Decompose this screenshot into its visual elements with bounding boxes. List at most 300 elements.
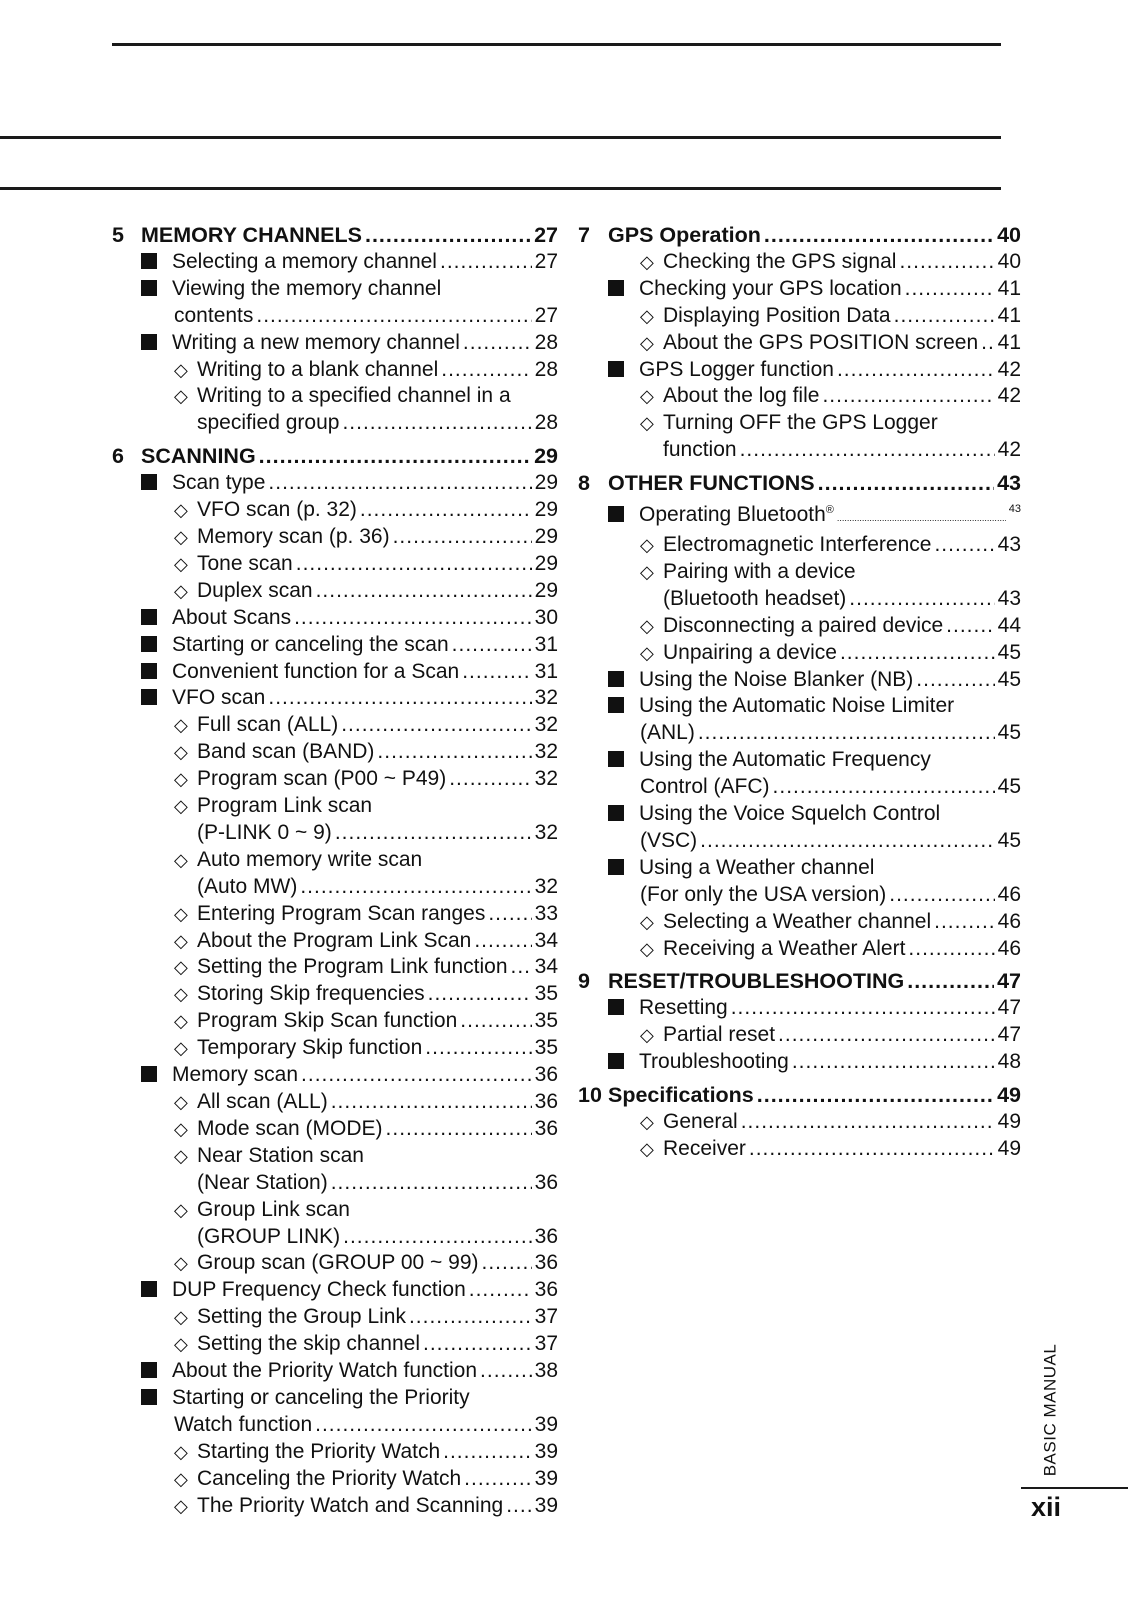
entry-title-text: Memory scan (p. 36) [197, 524, 390, 548]
entry-title-text: Full scan (ALL) [197, 713, 339, 737]
entry-title [197, 1224, 340, 1251]
page-ref: 28 [534, 330, 558, 354]
toc-left-column [112, 222, 558, 1520]
diamond-bullet-icon: ◇ [174, 796, 188, 817]
square-bullet-icon [608, 999, 624, 1015]
square-bullet-icon [608, 805, 624, 821]
page-ref: 43 [1008, 503, 1021, 516]
toc-entry [578, 410, 1021, 437]
entry-title [172, 659, 459, 686]
entry-title [197, 1035, 422, 1062]
entry-title-text: (ANL) [640, 721, 695, 745]
dot-leader [849, 586, 994, 613]
entry-title [197, 766, 446, 793]
dot-leader [981, 330, 995, 357]
entry-title-text: Setting the Program Link function [197, 955, 508, 979]
entry-title-text: Pairing with a device [663, 559, 856, 583]
entry-title [639, 497, 834, 529]
page-ref: 43 [997, 471, 1021, 496]
entry-title-text: Using a Weather channel [639, 855, 875, 879]
toc-entry [112, 793, 558, 820]
page-ref: 47 [997, 996, 1021, 1020]
diamond-bullet-icon: ◇ [174, 903, 188, 924]
entry-title-text: About the GPS POSITION screen [663, 330, 979, 354]
diamond-bullet-icon: ◇ [640, 642, 654, 663]
dot-leader [335, 820, 532, 847]
chapter-number: 8 [578, 471, 590, 496]
dot-leader [778, 1022, 995, 1049]
entry-title-text: Using the Noise Blanker (NB) [639, 667, 914, 691]
dot-leader [837, 357, 995, 384]
dot-leader [315, 1412, 532, 1439]
square-bullet-icon [141, 474, 157, 490]
diamond-bullet-icon: ◇ [174, 1118, 188, 1139]
entry-title-text: VFO scan (p. 32) [197, 498, 357, 522]
diamond-bullet-icon: ◇ [174, 1145, 188, 1166]
page-ref: 38 [534, 1359, 558, 1383]
page-ref: 42 [997, 357, 1021, 381]
chapter-number: 10 [578, 1083, 602, 1108]
entry-title [663, 1136, 746, 1163]
corner-rule [1021, 1487, 1128, 1489]
chapter-number: 9 [578, 969, 590, 994]
toc-chapter [112, 443, 558, 470]
toc-entry [112, 1439, 558, 1466]
toc-entry [112, 1143, 558, 1170]
entry-title [197, 1008, 457, 1035]
diamond-bullet-icon: ◇ [174, 930, 188, 951]
dot-leader [488, 901, 531, 928]
toc-entry [112, 1466, 558, 1493]
entry-title-text: About the Program Link Scan [197, 928, 472, 952]
diamond-bullet-icon: ◇ [174, 715, 188, 736]
entry-title [197, 1304, 406, 1331]
entry-title [640, 720, 695, 747]
toc-entry [112, 1170, 558, 1197]
entry-title [639, 747, 931, 774]
toc-entry [578, 909, 1021, 936]
page-ref: 43 [997, 532, 1021, 556]
square-bullet-icon [608, 697, 624, 713]
entry-title-text: Turning OFF the GPS Logger [663, 411, 938, 435]
dot-leader [377, 739, 531, 766]
entry-title [197, 1170, 328, 1197]
toc-entry [578, 383, 1021, 410]
registered-mark: ® [825, 504, 834, 517]
page-ref: 41 [997, 276, 1021, 300]
entry-title [172, 632, 449, 659]
entry-title [172, 1358, 477, 1385]
page-ref: 30 [534, 605, 558, 629]
entry-title-text: SCANNING [141, 444, 256, 469]
entry-title-text: Displaying Position Data [663, 303, 891, 327]
toc-entry [578, 559, 1021, 586]
entry-title-text: Auto memory write scan [197, 847, 423, 871]
toc-entry [112, 632, 558, 659]
diamond-bullet-icon: ◇ [174, 849, 188, 870]
square-bullet-icon [608, 751, 624, 767]
entry-title [663, 1022, 775, 1049]
toc-entry [578, 855, 1021, 882]
diamond-bullet-icon: ◇ [174, 1011, 188, 1032]
dot-leader [409, 1304, 532, 1331]
entry-title [172, 605, 291, 632]
diamond-bullet-icon: ◇ [174, 1092, 188, 1112]
page-ref: 32 [534, 874, 558, 898]
entry-title-text: Operating Bluetooth [639, 503, 826, 527]
page-ref: 47 [997, 1023, 1021, 1047]
entry-title [172, 1277, 466, 1304]
page-ref: 32 [534, 686, 558, 710]
dot-leader [463, 330, 532, 357]
dot-leader [506, 1493, 531, 1520]
entry-title [197, 874, 297, 901]
header-rule-upper [0, 136, 1001, 139]
page-ref: 39 [534, 1412, 558, 1436]
entry-title-text: contents [174, 303, 254, 327]
dot-leader [907, 968, 994, 995]
entry-title-text: Unpairing a device [663, 640, 837, 664]
diamond-bullet-icon: ◇ [174, 526, 188, 547]
toc-entry [578, 249, 1021, 276]
toc-chapter [578, 470, 1021, 497]
dot-leader [916, 667, 994, 694]
entry-title [197, 981, 425, 1008]
entry-title [174, 303, 253, 330]
entry-title-text: Setting the skip channel [197, 1332, 420, 1356]
toc-entry [112, 1116, 558, 1143]
page-ref: 33 [534, 901, 558, 925]
toc-entry [578, 532, 1021, 559]
entry-title-text: Watch function [174, 1412, 313, 1436]
page-ref: 36 [534, 1063, 558, 1087]
dot-leader [386, 1116, 532, 1143]
page-ref: 35 [534, 982, 558, 1006]
toc-entry [578, 801, 1021, 828]
entry-title [639, 276, 902, 303]
diamond-bullet-icon: ◇ [174, 1307, 188, 1328]
entry-title [197, 820, 332, 847]
toc-entry [578, 1049, 1021, 1076]
square-bullet-icon [608, 859, 624, 875]
page-ref: 36 [534, 1116, 558, 1140]
toc-entry [112, 1304, 558, 1331]
square-bullet-icon [141, 253, 157, 269]
dot-leader [749, 1136, 995, 1163]
page-ref: 49 [997, 1110, 1021, 1133]
dot-leader [511, 954, 532, 981]
dot-leader [700, 828, 994, 855]
dot-leader [316, 578, 532, 605]
entry-title [197, 1331, 420, 1358]
page-ref: 48 [997, 1050, 1021, 1074]
entry-title-text: GPS Logger function [639, 357, 834, 381]
diamond-bullet-icon: ◇ [174, 1199, 188, 1220]
dot-leader [425, 1035, 531, 1062]
entry-title [197, 1250, 479, 1277]
dot-leader [441, 357, 531, 384]
square-bullet-icon [141, 1389, 157, 1405]
page-ref: 42 [997, 438, 1021, 462]
entry-title [663, 613, 943, 640]
square-bullet-icon [141, 636, 157, 652]
entry-title-text: Program Skip Scan function [197, 1009, 458, 1033]
entry-title [663, 586, 846, 613]
entry-title [197, 1143, 364, 1170]
entry-title-text: Checking the GPS signal [663, 249, 897, 273]
page-ref: 32 [534, 740, 558, 764]
dot-leader [464, 1466, 531, 1493]
entry-title-text: Writing a new memory channel [172, 330, 460, 354]
page-ref: 42 [997, 384, 1021, 408]
page-ref: 34 [534, 928, 558, 952]
entry-title-text: OTHER FUNCTIONS [608, 471, 815, 496]
dot-leader [268, 470, 531, 497]
entry-title-text: Program scan (P00 ~ P49) [197, 767, 447, 791]
entry-title [663, 410, 938, 437]
entry-title [172, 470, 265, 497]
entry-title [197, 524, 390, 551]
entry-title [663, 437, 737, 464]
page-number: xii [1031, 1492, 1062, 1522]
dot-leader [331, 1089, 532, 1116]
entry-title [663, 303, 891, 330]
entry-title [197, 497, 357, 524]
page-ref: 43 [997, 586, 1021, 610]
page-ref: 45 [997, 775, 1021, 799]
diamond-bullet-icon: ◇ [640, 1112, 654, 1132]
dot-leader [462, 659, 531, 686]
diamond-bullet-icon: ◇ [640, 938, 654, 959]
entry-title-text: Mode scan (MODE) [197, 1116, 383, 1140]
entry-title-text: (VSC) [640, 828, 698, 852]
entry-title [174, 1412, 312, 1439]
dot-leader [449, 766, 531, 793]
toc-entry [578, 882, 1021, 909]
diamond-bullet-icon: ◇ [640, 305, 654, 326]
entry-title-text: VFO scan [172, 686, 266, 710]
entry-title-text: function [663, 438, 737, 462]
diamond-bullet-icon: ◇ [174, 1253, 188, 1274]
dot-leader [946, 613, 994, 640]
entry-title-text: (Auto MW) [197, 874, 298, 898]
chapter-number: 6 [112, 444, 124, 469]
dot-leader [393, 524, 532, 551]
toc-entry [112, 1358, 558, 1385]
entry-title-text: Canceling the Priority Watch [197, 1466, 462, 1490]
page-ref: 46 [997, 936, 1021, 960]
dot-leader [331, 1170, 532, 1197]
toc-chapter [112, 222, 558, 249]
entry-title [172, 1062, 298, 1089]
page-ref: 36 [534, 1090, 558, 1113]
square-bullet-icon [141, 609, 157, 625]
entry-title [197, 847, 422, 874]
entry-title-text: Troubleshooting [639, 1050, 789, 1074]
entry-title-text: RESET/TROUBLESHOOTING [608, 969, 905, 994]
diamond-bullet-icon: ◇ [174, 1468, 188, 1489]
dot-leader [343, 1224, 532, 1251]
page-ref: 39 [534, 1466, 558, 1490]
entry-title [639, 801, 940, 828]
diamond-bullet-icon: ◇ [640, 911, 654, 932]
toc-entry [578, 613, 1021, 640]
dot-leader [341, 712, 531, 739]
entry-title [639, 693, 954, 720]
chapter-number: 5 [112, 223, 124, 247]
diamond-bullet-icon: ◇ [174, 500, 188, 521]
page-ref: 39 [534, 1493, 558, 1517]
chapter-number: 7 [578, 223, 590, 247]
entry-title [197, 410, 339, 437]
entry-title [608, 222, 761, 249]
entry-title [197, 793, 372, 820]
page-ref: 27 [534, 303, 558, 327]
square-bullet-icon [608, 671, 624, 687]
toc-entry [112, 470, 558, 497]
entry-title-text: Starting or canceling the Priority [172, 1385, 470, 1409]
diamond-bullet-icon: ◇ [174, 580, 188, 601]
toc-entry [112, 497, 558, 524]
entry-title [172, 276, 441, 303]
toc-entry [578, 1136, 1021, 1163]
entry-title-text: (GROUP LINK) [197, 1224, 341, 1248]
page-ref: 31 [534, 659, 558, 683]
entry-title [172, 685, 265, 712]
entry-title [663, 909, 931, 936]
entry-title [172, 1385, 470, 1412]
square-bullet-icon [141, 1066, 157, 1082]
page-ref: 37 [534, 1305, 558, 1329]
entry-title [197, 1089, 328, 1116]
diamond-bullet-icon: ◇ [174, 1038, 188, 1059]
entry-title-text: Scan type [172, 471, 266, 495]
diamond-bullet-icon: ◇ [640, 386, 654, 407]
entry-title-text: Entering Program Scan ranges [197, 901, 486, 925]
entry-title-text: Group scan (GROUP 00 ~ 99) [197, 1251, 479, 1275]
page-ref: 32 [534, 820, 558, 844]
square-bullet-icon [141, 1362, 157, 1378]
entry-title-text: Using the Voice Squelch Control [639, 802, 941, 826]
entry-title-text: Partial reset [663, 1023, 776, 1047]
dot-leader [428, 981, 532, 1008]
toc-entry [112, 954, 558, 981]
entry-title-text: Setting the Group Link [197, 1305, 406, 1329]
toc-entry [578, 828, 1021, 855]
diamond-bullet-icon: ◇ [174, 1441, 188, 1462]
page-ref: 32 [534, 767, 558, 791]
toc-entry [112, 551, 558, 578]
diamond-bullet-icon: ◇ [174, 553, 188, 574]
entry-title-text: specified group [197, 411, 340, 435]
entry-title-text: About the Priority Watch function [172, 1359, 478, 1383]
diamond-bullet-icon: ◇ [640, 561, 654, 582]
entry-title-text: MEMORY CHANNELS [141, 223, 362, 247]
toc-entry [578, 330, 1021, 357]
entry-title [608, 1082, 754, 1109]
entry-title [663, 936, 905, 963]
page-ref: 31 [534, 632, 558, 656]
entry-title [197, 712, 338, 739]
toc-entry [112, 847, 558, 874]
dot-leader [443, 1439, 532, 1466]
diamond-bullet-icon: ◇ [174, 1495, 188, 1516]
toc-entry [112, 766, 558, 793]
toc-entry [112, 1089, 558, 1116]
dot-leader [365, 222, 531, 249]
page-ref: 27 [534, 223, 558, 247]
toc-chapter [578, 222, 1021, 249]
entry-title-text: All scan (ALL) [197, 1090, 328, 1113]
entry-title [608, 968, 904, 995]
toc-entry [112, 928, 558, 955]
entry-title [172, 249, 437, 276]
dot-leader [757, 1082, 994, 1109]
header-rule-lower [0, 187, 1001, 190]
entry-title [141, 222, 362, 249]
diamond-bullet-icon: ◇ [174, 1334, 188, 1355]
page-ref: 36 [534, 1251, 558, 1275]
entry-title [640, 774, 770, 801]
dot-leader [440, 249, 532, 276]
page-ref: 28 [534, 411, 558, 435]
dot-leader [698, 720, 995, 747]
page-ref: 28 [534, 357, 558, 381]
side-label [1038, 1345, 1062, 1475]
square-bullet-icon [141, 689, 157, 705]
entry-title [197, 1466, 461, 1493]
toc-entry [112, 303, 558, 330]
square-bullet-icon [608, 280, 624, 296]
dot-leader [908, 936, 994, 963]
entry-title-text: (For only the USA version) [640, 882, 887, 906]
dot-leader [837, 505, 1006, 532]
toc-entry [112, 249, 558, 276]
entry-title [197, 901, 485, 928]
entry-title [197, 928, 471, 955]
page-ref: 29 [534, 551, 558, 575]
toc-entry [112, 1008, 558, 1035]
entry-title-text: Viewing the memory channel [172, 276, 442, 300]
page-ref: 41 [997, 330, 1021, 354]
entry-title-text: Checking your GPS location [639, 276, 902, 300]
entry-title [197, 578, 313, 605]
entry-title-text: (Near Station) [197, 1170, 328, 1194]
entry-title-text: General [663, 1110, 738, 1133]
entry-title-text: DUP Frequency Check function [172, 1278, 466, 1302]
diamond-bullet-icon: ◇ [640, 1025, 654, 1046]
diamond-bullet-icon: ◇ [174, 742, 188, 763]
dot-leader [482, 1250, 532, 1277]
dot-leader [764, 222, 994, 249]
toc-entry [578, 276, 1021, 303]
toc-entry [112, 1412, 558, 1439]
entry-title [141, 443, 256, 470]
toc-entry [112, 1035, 558, 1062]
diamond-bullet-icon: ◇ [640, 1138, 654, 1159]
dot-leader [342, 410, 531, 437]
entry-title-text: Starting the Priority Watch [197, 1439, 441, 1463]
dot-leader [294, 605, 532, 632]
dot-leader [301, 1062, 532, 1089]
toc-entry [112, 524, 558, 551]
dot-leader [792, 1049, 995, 1076]
page-ref: 37 [534, 1332, 558, 1356]
dot-leader [300, 874, 531, 901]
toc-entry [112, 1493, 558, 1520]
toc-entry [112, 820, 558, 847]
entry-title-text: Selecting a memory channel [172, 249, 437, 273]
